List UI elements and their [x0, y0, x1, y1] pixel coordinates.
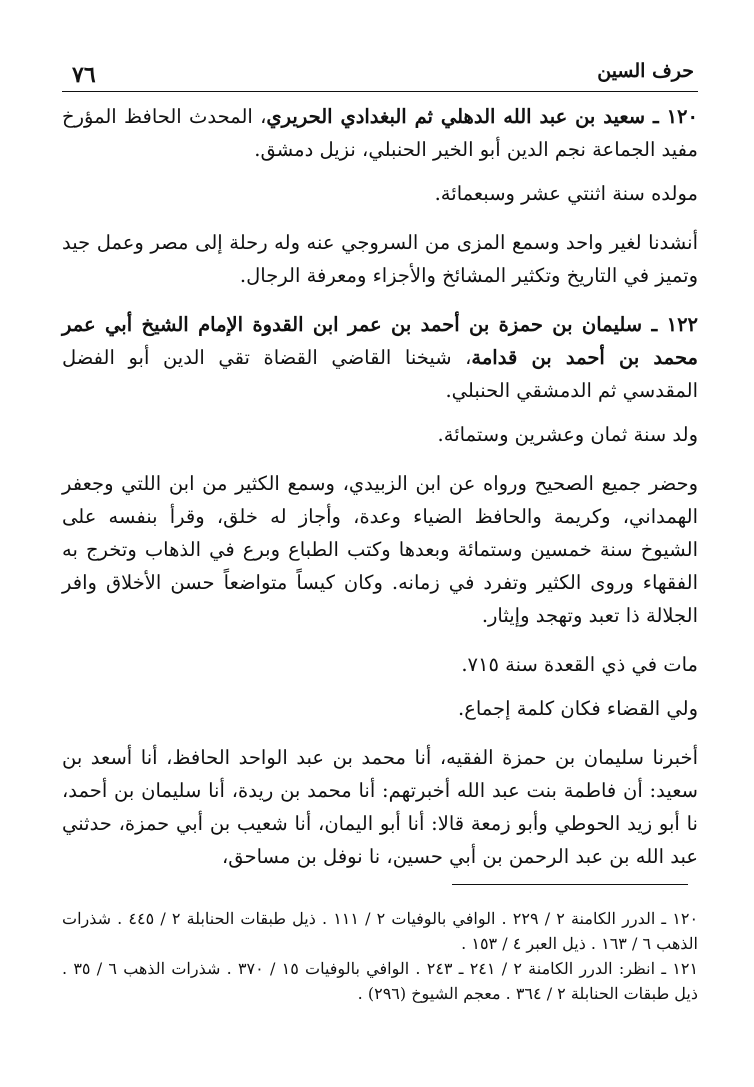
footnote-divider	[452, 884, 688, 885]
entry-name: سليمان بن حمزة بن أحمد بن عمر ابن القدوة الإمام الشيخ أبي عمر محمد بن أحمد بن قدامة	[62, 313, 698, 369]
footnotes	[62, 906, 698, 1006]
main-text	[62, 100, 698, 873]
page-number: ٧٦	[72, 62, 96, 88]
paragraph: أنشدنا لغير واحد وسمع المزى من السروجي عنه وله رحلة إلى مصر وعمل جيد وتميز في التاريخ وتكثير المشائخ والأجزاء ومعرفة الرجال.	[62, 231, 698, 287]
page-header	[72, 60, 694, 90]
entry-name: سعيد بن عبد الله الدهلي ثم البغدادي الحريري	[266, 105, 646, 128]
header-divider	[62, 91, 698, 92]
footnote: ١٢١ ـ انظر: الدرر الكامنة ٢ / ٢٤١ ـ ٢٤٣ . الوافي بالوفيات ١٥ / ٣٧٠ . شذرات الذهب ٦ / ٣٥ . ذيل طبقات الحنابلة ٢ / ٣٦٤ . معجم الشيوخ (٢٩٦) .	[62, 959, 699, 1003]
entry-description: ، المحدث الحافظ المؤرخ مفيد الجماعة نجم الدين أبو الخير الحنبلي، نزيل دمشق.	[62, 105, 698, 161]
entry-description: ، شيخنا القاضي القضاة تقي الدين أبو الفضل المقدسي ثم الدمشقي الحنبلي.	[62, 346, 698, 402]
entry-122	[62, 308, 698, 407]
paragraph: ولي القضاء فكان كلمة إجماع.	[458, 697, 698, 720]
paragraph: أخبرنا سليمان بن حمزة الفقيه، أنا محمد بن عبد الواحد الحافظ، أنا أسعد بن سعيد: أن فاطمة بنت عبد الله أخبرتهم: أنا محمد بن ريدة، أنا سليمان بن أحمد، نا أبو زيد الحوطي وأبو زمعة قالا: أنا أبو اليمان، أنا شعيب بن أبي حمزة، حدثني عبد الله بن عبد الرحمن بن أبي حسين، نا نوفل بن مساحق،	[62, 746, 698, 868]
paragraph: وحضر جميع الصحيح ورواه عن ابن الزبيدي، وسمع الكثير من ابن اللتي وجعفر الهمداني، وكريمة والحافظ الضياء وعدة، وأجاز له خلق، وقرأ بنفسه على الشيوخ سنة خمسين وستمائة وبعدها وكتب الطباع وبرع في الذهاب وتخرج به الفقهاء وروى الكثير وتفرد في زمانه. وكان كيساً متواضعاً حسن الأخلاق وافر الجلالة ذا تعبد وتهجد وإيثار.	[62, 472, 698, 627]
entry-number: ١٢٢ ـ	[642, 313, 699, 336]
paragraph: مولده سنة اثنتي عشر وسبعمائة.	[434, 182, 698, 205]
entry-number: ١٢٠ ـ	[645, 105, 698, 128]
entry-120	[62, 100, 698, 166]
footnote: ١٢٠ ـ الدرر الكامنة ٢ / ٢٢٩ . الوافي بالوفيات ٢ / ١١١ . ذيل طبقات الحنابلة ٢ / ٤٤٥ . شذرات الذهب ٦ / ١٦٣ . ذيل العبر ٤ / ١٥٣ .	[62, 909, 699, 953]
running-title: حرف السين	[597, 60, 694, 82]
paragraph: ولد سنة ثمان وعشرين وستمائة.	[437, 423, 698, 446]
paragraph: مات في ذي القعدة سنة ٧١٥.	[461, 653, 698, 676]
